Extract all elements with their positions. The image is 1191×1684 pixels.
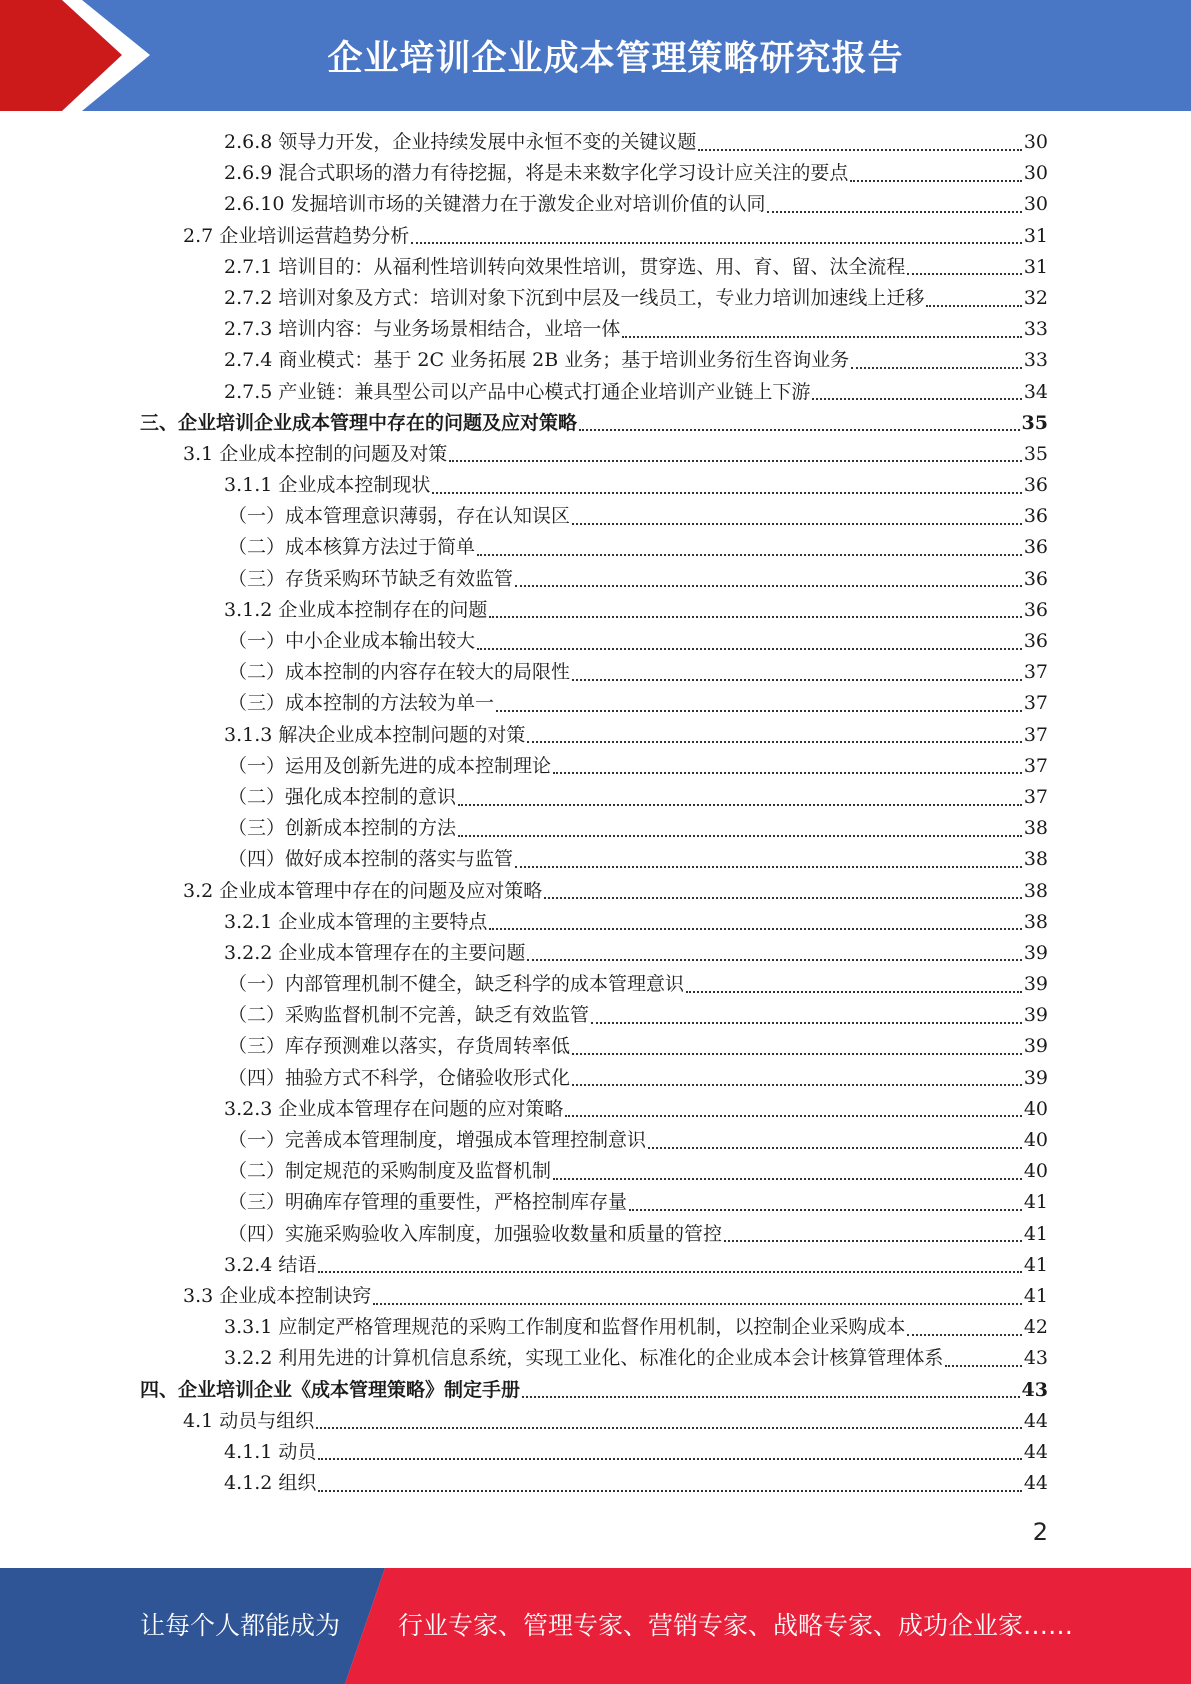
- toc-entry[interactable]: [140, 688, 1048, 719]
- footer-slogan-right: 行业专家、管理专家、营销专家、战略专家、成功企业家……: [398, 1611, 1074, 1640]
- toc-entry-page: 36: [1023, 474, 1048, 497]
- toc-entry-page: 39: [1023, 973, 1048, 996]
- toc-leader-dots: [698, 149, 1021, 151]
- toc-entry-page: 37: [1023, 661, 1048, 684]
- toc-entry-page: 31: [1023, 255, 1048, 278]
- toc-leader-dots: [527, 741, 1021, 743]
- toc-entry-title: 2.6.10 发掘培训市场的关键潜力在于激发企业对培训价值的认同: [224, 193, 766, 216]
- toc-entry-title: （三）明确库存管理的重要性，严格控制库存量: [228, 1191, 628, 1214]
- toc-entry[interactable]: [140, 751, 1048, 782]
- toc-entry[interactable]: [140, 938, 1048, 969]
- toc-entry-page: 42: [1023, 1316, 1048, 1339]
- toc-entry-title: （三）库存预测难以落实，存货周转率低: [228, 1035, 571, 1058]
- toc-leader-dots: [477, 554, 1022, 556]
- toc-entry[interactable]: [140, 189, 1048, 220]
- toc-leader-dots: [572, 1084, 1022, 1086]
- toc-entry[interactable]: [140, 782, 1048, 813]
- toc-entry[interactable]: [140, 720, 1048, 751]
- toc-entry-title: （四）抽验方式不科学，仓储验收形式化: [228, 1066, 571, 1089]
- toc-leader-dots: [432, 492, 1021, 494]
- toc-entry-page: 40: [1023, 1160, 1048, 1183]
- toc-entry-page: 37: [1023, 785, 1048, 808]
- toc-entry-title: 3.2.1 企业成本管理的主要特点: [224, 910, 488, 933]
- toc-entry-title: 4.1.2 组织: [224, 1472, 317, 1495]
- toc-entry-title: （一）运用及创新先进的成本控制理论: [228, 754, 552, 777]
- toc-entry-page: 40: [1023, 1129, 1048, 1151]
- toc-leader-dots: [850, 180, 1021, 182]
- toc-entry-title: 3.2.3 企业成本管理存在问题的应对策略: [224, 1097, 564, 1120]
- toc-entry-title: （二）制定规范的采购制度及监督机制: [228, 1160, 552, 1183]
- toc-entry-title: 2.7.3 培训内容：与业务场景相结合，业培一体: [224, 318, 621, 341]
- toc-entry-page: 37: [1023, 754, 1048, 777]
- toc-entry-page: 31: [1023, 224, 1048, 247]
- toc-entry[interactable]: [140, 1063, 1048, 1094]
- toc-entry-title: 3.2.2 企业成本管理存在的主要问题: [224, 941, 526, 964]
- toc-leader-dots: [458, 835, 1022, 837]
- toc-entry[interactable]: [140, 127, 1048, 158]
- page-footer: [0, 1568, 1191, 1684]
- toc-entry[interactable]: [140, 470, 1048, 501]
- toc-leader-dots: [316, 1427, 1022, 1429]
- toc-entry[interactable]: [140, 1250, 1048, 1281]
- toc-entry[interactable]: [140, 1406, 1048, 1437]
- toc-entry-page: 30: [1023, 193, 1048, 216]
- toc-leader-dots: [522, 1396, 1020, 1398]
- toc-entry[interactable]: [140, 1312, 1048, 1343]
- toc-entry[interactable]: [140, 314, 1048, 345]
- toc-leader-dots: [851, 367, 1022, 369]
- toc-entry[interactable]: [140, 283, 1048, 314]
- toc-leader-dots: [907, 1334, 1021, 1336]
- toc-entry-title: （一）完善成本管理制度，增强成本管理控制意识: [228, 1129, 647, 1151]
- toc-entry-page: 39: [1023, 941, 1048, 964]
- toc-entry[interactable]: [140, 408, 1048, 439]
- toc-leader-dots: [318, 1458, 1021, 1460]
- toc-entry-title: （二）采购监督机制不完善，缺乏有效监管: [228, 1004, 590, 1027]
- toc-leader-dots: [572, 679, 1022, 681]
- toc-leader-dots: [724, 1240, 1022, 1242]
- toc-leader-dots: [622, 336, 1021, 338]
- toc-entry[interactable]: [140, 657, 1048, 688]
- toc-entry-page: 39: [1023, 1004, 1048, 1027]
- toc-entry-title: 3.2.2 利用先进的计算机信息系统，实现工业化、标准化的企业成本会计核算管理体系: [224, 1347, 944, 1370]
- toc-entry[interactable]: [140, 876, 1048, 907]
- toc-leader-dots: [926, 305, 1021, 307]
- toc-entry-page: 36: [1023, 630, 1048, 652]
- toc-entry[interactable]: [140, 252, 1048, 283]
- toc-entry-title: （二）成本核算方法过于简单: [228, 536, 476, 559]
- toc-entry[interactable]: [140, 907, 1048, 938]
- toc-entry-title: 三、企业培训企业成本管理中存在的问题及应对策略: [140, 411, 578, 434]
- toc-entry-title: （二）成本控制的内容存在较大的局限性: [228, 661, 571, 684]
- toc-entry-title: （一）中小企业成本输出较大: [228, 630, 476, 652]
- toc-entry-page: 35: [1021, 411, 1048, 434]
- toc-entry-page: 33: [1023, 318, 1048, 341]
- toc-leader-dots: [572, 523, 1022, 525]
- toc-entry-title: 3.2.4 结语: [224, 1253, 317, 1276]
- toc-entry[interactable]: [140, 532, 1048, 563]
- toc-leader-dots: [515, 866, 1022, 868]
- toc-leader-dots: [945, 1365, 1021, 1367]
- page-number: 2: [1032, 1518, 1048, 1546]
- footer-slogan-left: 让每个人都能成为: [140, 1611, 341, 1640]
- toc-entry-page: 32: [1023, 286, 1048, 309]
- toc-entry-page: 37: [1023, 723, 1048, 746]
- toc-leader-dots: [477, 648, 1022, 650]
- toc-leader-dots: [553, 1178, 1022, 1180]
- toc-entry[interactable]: [140, 439, 1048, 470]
- toc-entry-title: （三）成本控制的方法较为单一: [228, 692, 495, 715]
- toc-entry-page: 38: [1023, 910, 1048, 933]
- toc-entry-page: 40: [1023, 1097, 1048, 1120]
- toc-entry-title: （四）实施采购验收入库制度，加强验收数量和质量的管控: [228, 1222, 723, 1245]
- toc-entry-title: 2.7.2 培训对象及方式：培训对象下沉到中层及一线员工，专业力培训加速线上迁移: [224, 286, 925, 309]
- toc-entry-page: 38: [1023, 817, 1048, 840]
- toc-leader-dots: [515, 585, 1022, 587]
- toc-entry-title: （一）内部管理机制不健全，缺乏科学的成本管理意识: [228, 973, 685, 996]
- toc-leader-dots: [449, 460, 1022, 462]
- toc-leader-dots: [544, 897, 1022, 899]
- toc-leader-dots: [489, 928, 1021, 930]
- toc-entry-page: 41: [1023, 1284, 1048, 1307]
- toc-entry-page: 41: [1023, 1222, 1048, 1245]
- toc-entry-title: 4.1 动员与组织: [183, 1409, 315, 1432]
- toc-entry-title: （三）创新成本控制的方法: [228, 817, 457, 840]
- toc-entry-title: 3.1.1 企业成本控制现状: [224, 474, 431, 497]
- toc-entry-title: 2.6.9 混合式职场的潜力有待挖掘，将是未来数字化学习设计应关注的要点: [224, 162, 849, 185]
- toc-leader-dots: [629, 1209, 1022, 1211]
- toc-entry-title: （四）做好成本控制的落实与监管: [228, 848, 514, 871]
- toc-entry[interactable]: [140, 1375, 1048, 1406]
- toc-entry-page: 37: [1023, 692, 1048, 715]
- toc-entry-page: 44: [1023, 1440, 1048, 1463]
- toc-leader-dots: [411, 242, 1022, 244]
- toc-leader-dots: [812, 398, 1021, 400]
- toc-entry-title: （三）存货采购环节缺乏有效监管: [228, 567, 514, 590]
- toc-entry[interactable]: [140, 1000, 1048, 1031]
- toc-leader-dots: [458, 804, 1022, 806]
- toc-leader-dots: [591, 1022, 1022, 1024]
- toc-entry[interactable]: [140, 626, 1048, 657]
- toc-entry[interactable]: [140, 345, 1048, 376]
- toc-entry-title: 2.7 企业培训运营趋势分析: [183, 224, 410, 247]
- toc-entry-title: （二）强化成本控制的意识: [228, 785, 457, 808]
- toc-entry-page: 36: [1023, 505, 1048, 528]
- toc-leader-dots: [318, 1490, 1021, 1492]
- toc-entry[interactable]: [140, 844, 1048, 875]
- toc-entry-title: 3.1.2 企业成本控制存在的问题: [224, 598, 488, 621]
- toc-leader-dots: [553, 772, 1022, 774]
- toc-entry[interactable]: [140, 377, 1048, 408]
- toc-entry-title: 3.3 企业成本控制诀窍: [183, 1284, 372, 1307]
- toc-entry-page: 36: [1023, 567, 1048, 590]
- toc-entry[interactable]: [140, 1468, 1048, 1499]
- toc-entry-title: 3.3.1 应制定严格管理规范的采购工作制度和监督作用机制，以控制企业采购成本: [224, 1316, 906, 1339]
- toc-entry[interactable]: [140, 1343, 1048, 1374]
- toc-entry-page: 41: [1023, 1253, 1048, 1276]
- table-of-contents: [140, 127, 1048, 1499]
- toc-entry[interactable]: [140, 1187, 1048, 1218]
- toc-entry-page: 43: [1023, 1347, 1048, 1370]
- toc-entry-page: 44: [1023, 1472, 1048, 1495]
- toc-entry-page: 30: [1023, 162, 1048, 185]
- toc-entry[interactable]: [140, 221, 1048, 252]
- toc-entry-title: 3.2 企业成本管理中存在的问题及应对策略: [183, 879, 543, 902]
- toc-entry-title: 2.7.1 培训目的：从福利性培训转向效果性培训，贯穿选、用、育、留、汰全流程: [224, 255, 906, 278]
- toc-entry-title: 2.7.5 产业链：兼具型公司以产品中心模式打通企业培训产业链上下游: [224, 380, 811, 403]
- toc-entry-page: 43: [1021, 1378, 1048, 1401]
- toc-entry-page: 41: [1023, 1191, 1048, 1214]
- toc-leader-dots: [489, 616, 1021, 618]
- toc-entry-page: 39: [1023, 1035, 1048, 1058]
- toc-entry-page: 38: [1023, 879, 1048, 902]
- toc-entry[interactable]: [140, 1219, 1048, 1250]
- toc-entry-page: 35: [1023, 442, 1048, 465]
- toc-entry-page: 36: [1023, 536, 1048, 559]
- toc-leader-dots: [373, 1303, 1022, 1305]
- toc-leader-dots: [572, 1053, 1022, 1055]
- toc-leader-dots: [686, 991, 1022, 993]
- toc-leader-dots: [767, 211, 1021, 213]
- toc-entry-page: 30: [1023, 131, 1048, 153]
- toc-entry-title: 3.1 企业成本控制的问题及对策: [183, 442, 448, 465]
- toc-entry-page: 36: [1023, 598, 1048, 621]
- toc-entry-title: 4.1.1 动员: [224, 1440, 317, 1463]
- toc-entry-title: 四、企业培训企业《成本管理策略》制定手册: [140, 1378, 521, 1401]
- toc-entry-page: 44: [1023, 1409, 1048, 1432]
- toc-leader-dots: [527, 959, 1021, 961]
- toc-entry[interactable]: [140, 1437, 1048, 1468]
- toc-entry[interactable]: [140, 1281, 1048, 1312]
- toc-entry[interactable]: [140, 564, 1048, 595]
- toc-entry[interactable]: [140, 1031, 1048, 1062]
- toc-entry[interactable]: [140, 813, 1048, 844]
- toc-entry-page: 38: [1023, 848, 1048, 871]
- toc-entry[interactable]: [140, 595, 1048, 626]
- toc-leader-dots: [496, 710, 1022, 712]
- toc-entry[interactable]: [140, 158, 1048, 189]
- toc-leader-dots: [907, 273, 1021, 275]
- toc-leader-dots: [318, 1271, 1021, 1273]
- toc-leader-dots: [579, 429, 1020, 431]
- toc-entry[interactable]: [140, 1094, 1048, 1125]
- toc-entry[interactable]: [140, 1125, 1048, 1156]
- toc-entry[interactable]: [140, 1156, 1048, 1187]
- toc-entry-title: 3.1.3 解决企业成本控制问题的对策: [224, 723, 526, 746]
- toc-entry-title: 2.7.4 商业模式：基于 2C 业务拓展 2B 业务；基于培训业务衍生咨询业务: [224, 349, 850, 372]
- toc-entry-title: （一）成本管理意识薄弱，存在认知误区: [228, 505, 571, 528]
- header-title: 企业培训企业成本管理策略研究报告: [327, 38, 904, 79]
- toc-leader-dots: [648, 1147, 1022, 1149]
- toc-entry[interactable]: [140, 501, 1048, 532]
- toc-entry-page: 34: [1023, 380, 1048, 403]
- toc-entry-page: 39: [1023, 1066, 1048, 1089]
- toc-leader-dots: [565, 1115, 1021, 1117]
- toc-entry-page: 33: [1023, 349, 1048, 372]
- toc-entry[interactable]: [140, 969, 1048, 1000]
- page-header: [0, 0, 1191, 111]
- toc-entry-title: 2.6.8 领导力开发，企业持续发展中永恒不变的关键议题: [224, 131, 697, 153]
